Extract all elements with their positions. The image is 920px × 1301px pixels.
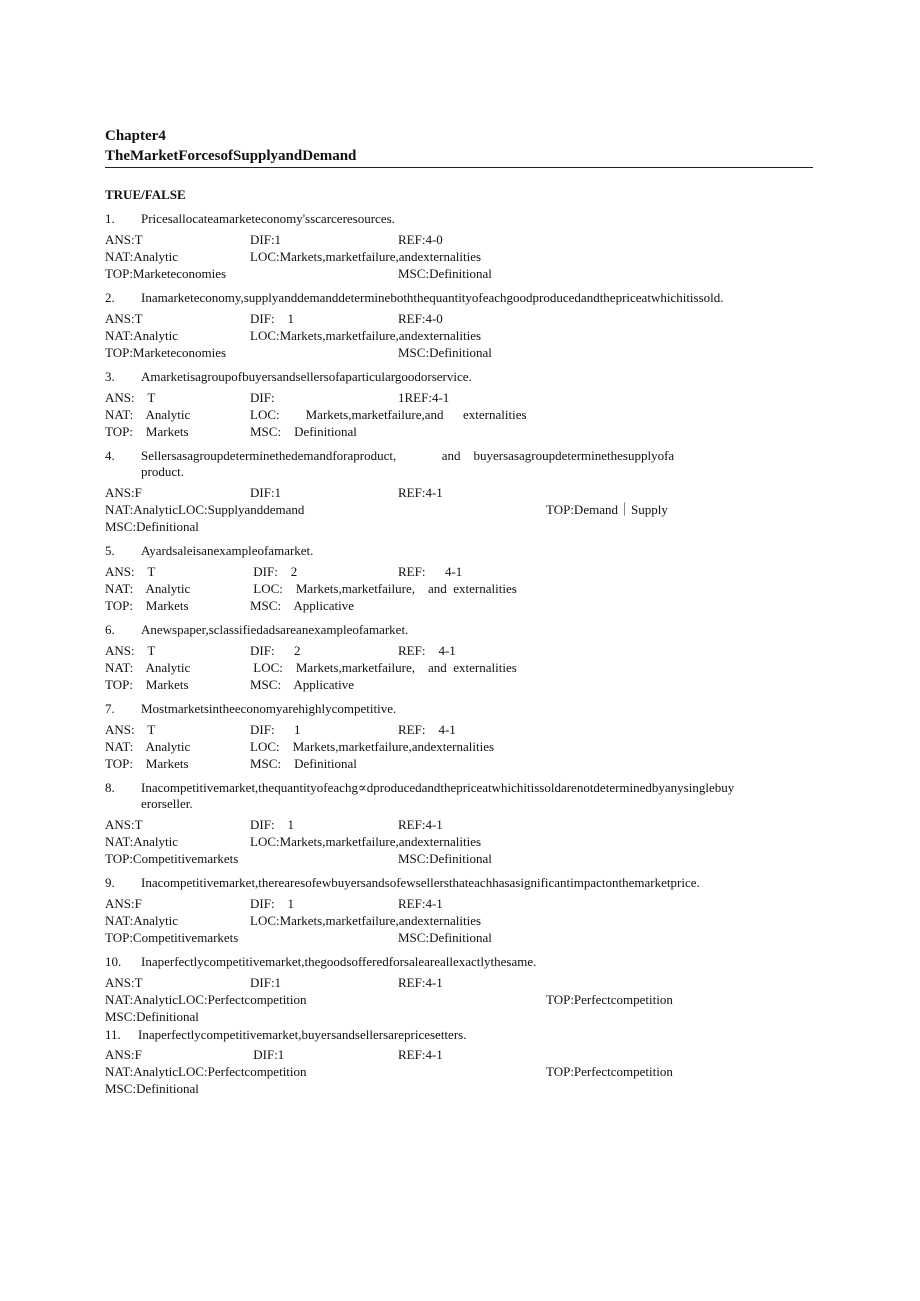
answer-metadata — [105, 895, 813, 946]
metadata-field: REF: 4-1 — [398, 722, 456, 737]
metadata-row — [105, 310, 813, 327]
question-text: Inaperfectlycompetitivemarket,thegoodsofferedforsaleareallexactlythesame. — [141, 954, 537, 969]
metadata-field: LOC:Markets,marketfailure,andexternalities — [250, 328, 482, 343]
metadata-field: DIF: 2 — [250, 564, 298, 579]
metadata-field: REF:4-0 — [398, 232, 443, 247]
question-number: 10. — [105, 954, 122, 969]
metadata-field: MSC: Applicative — [250, 598, 354, 613]
question-item — [105, 622, 813, 693]
metadata-field: DIF: 2 — [250, 643, 301, 658]
question-list — [105, 211, 813, 1097]
question-item — [105, 780, 813, 867]
metadata-field: TOP:Marketeconomies — [105, 345, 227, 360]
question-line — [105, 448, 813, 464]
metadata-row — [105, 738, 813, 755]
question-number: 6. — [105, 622, 115, 637]
metadata-field: ANS:T — [105, 817, 143, 832]
metadata-field: NAT:Analytic — [105, 328, 179, 343]
question-line — [105, 211, 813, 227]
metadata-field: TOP: Markets — [105, 598, 189, 613]
metadata-row — [105, 912, 813, 929]
metadata-field: TOP: Markets — [105, 424, 189, 439]
metadata-field: REF:4-1 — [398, 896, 443, 911]
metadata-field: TOP:Competitivemarkets — [105, 851, 239, 866]
chapter-title: TheMarketForcesofSupplyandDemand — [105, 146, 813, 168]
question-text: Inacompetitivemarket,thequantityofeachg∝dproducedandthepriceatwhichitissoldarenotdeterminedbyanysinglebuy — [141, 780, 735, 795]
metadata-field: TOP:Marketeconomies — [105, 266, 227, 281]
question-text: Ayardsaleisanexampleofamarket. — [141, 543, 314, 558]
metadata-field: NAT:AnalyticLOC:Perfectcompetition — [105, 1064, 307, 1079]
metadata-row — [105, 327, 813, 344]
question-item — [105, 290, 813, 361]
metadata-field: ANS:T — [105, 975, 143, 990]
metadata-row — [105, 518, 813, 535]
metadata-field: LOC:Markets,marketfailure,andexternalities — [250, 249, 482, 264]
metadata-row — [105, 721, 813, 738]
metadata-row — [105, 929, 813, 946]
document-page — [105, 126, 813, 1097]
answer-metadata — [105, 310, 813, 361]
metadata-row — [105, 895, 813, 912]
metadata-row — [105, 833, 813, 850]
question-item — [105, 543, 813, 614]
section-heading: TRUE/FALSE — [105, 187, 186, 202]
metadata-field: LOC: Markets,marketfailure,and externalities — [250, 407, 527, 422]
question-text: Mostmarketsintheeconomyarehighlycompetitive. — [141, 701, 397, 716]
question-number: 5. — [105, 543, 115, 558]
metadata-field: MSC:Definitional — [398, 930, 492, 945]
metadata-field: NAT: Analytic — [105, 407, 191, 422]
question-text: Pricesallocateamarketeconomy'sscarceresources. — [141, 211, 395, 226]
question-line — [105, 290, 813, 306]
metadata-field: REF: 4-1 — [398, 564, 463, 579]
metadata-field: REF:4-1 — [398, 817, 443, 832]
metadata-field: NAT:Analytic — [105, 913, 179, 928]
metadata-field: REF:4-1 — [398, 485, 443, 500]
metadata-row — [105, 231, 813, 248]
metadata-row — [105, 991, 813, 1008]
metadata-field: TOP:Perfectcompetition — [546, 992, 673, 1007]
metadata-row — [105, 676, 813, 693]
chapter-number: Chapter4 — [105, 128, 166, 144]
question-number: 1. — [105, 211, 115, 226]
question-text: Inamarketeconomy,supplyanddemanddetermineboththequantityofeachgoodproducedandthepriceatwhichitissold. — [141, 290, 724, 305]
answer-metadata — [105, 721, 813, 772]
metadata-field: ANS:F — [105, 485, 142, 500]
metadata-row — [105, 563, 813, 580]
metadata-field: TOP:Competitivemarkets — [105, 930, 239, 945]
question-number: 4. — [105, 448, 115, 463]
metadata-field: LOC: Markets,marketfailure, and externalities — [250, 660, 517, 675]
metadata-field: NAT: Analytic — [105, 660, 191, 675]
metadata-row — [105, 484, 813, 501]
question-text: Sellersasagroupdeterminethedemandforaproduct, and buyersasagroupdeterminethesupplyofa — [141, 448, 675, 463]
metadata-row — [105, 850, 813, 867]
question-line — [105, 875, 813, 891]
question-number: 8. — [105, 780, 115, 795]
metadata-row — [105, 389, 813, 406]
question-item — [105, 448, 813, 535]
metadata-row — [105, 974, 813, 991]
metadata-field: TOP: Markets — [105, 756, 189, 771]
metadata-row — [105, 580, 813, 597]
metadata-field: MSC: Applicative — [250, 677, 354, 692]
metadata-row — [105, 248, 813, 265]
answer-metadata — [105, 974, 813, 1025]
metadata-field: DIF:1 — [250, 485, 282, 500]
metadata-row — [105, 501, 813, 518]
metadata-field: ANS: T — [105, 722, 156, 737]
metadata-field: ANS:T — [105, 232, 143, 247]
metadata-field: LOC:Markets,marketfailure,andexternalities — [250, 834, 482, 849]
question-number: 9. — [105, 875, 115, 890]
metadata-field: REF: 4-1 — [398, 643, 456, 658]
metadata-row — [105, 816, 813, 833]
metadata-field: DIF: — [250, 390, 275, 405]
metadata-field: DIF: 1 — [250, 896, 295, 911]
metadata-field: MSC:Definitional — [398, 851, 492, 866]
metadata-field: ANS:F — [105, 1047, 142, 1062]
metadata-row — [105, 597, 813, 614]
question-number: 7. — [105, 701, 115, 716]
question-text: Anewspaper,sclassifiedadsareanexampleofamarket. — [141, 622, 409, 637]
metadata-field: MSC:Definitional — [105, 1081, 199, 1096]
metadata-field: NAT:AnalyticLOC:Perfectcompetition — [105, 992, 307, 1007]
answer-metadata — [105, 816, 813, 867]
question-number: 11. — [105, 1027, 121, 1042]
metadata-field: NAT:Analytic — [105, 249, 179, 264]
metadata-field: ANS: T — [105, 564, 156, 579]
metadata-field: ANS:F — [105, 896, 142, 911]
metadata-field: ANS:T — [105, 311, 143, 326]
question-line — [105, 954, 813, 970]
metadata-field: ANS: T — [105, 643, 156, 658]
metadata-field: MSC:Definitional — [105, 1009, 199, 1024]
question-item — [105, 369, 813, 440]
metadata-row — [105, 1008, 813, 1025]
metadata-row — [105, 344, 813, 361]
question-line — [105, 369, 813, 385]
metadata-field: NAT: Analytic — [105, 581, 191, 596]
metadata-field: LOC: Markets,marketfailure,andexternalities — [250, 739, 495, 754]
metadata-field: 1REF:4-1 — [398, 390, 450, 405]
metadata-field: MSC:Definitional — [398, 345, 492, 360]
metadata-field: DIF:1 — [250, 1047, 285, 1062]
metadata-field: NAT:Analytic — [105, 834, 179, 849]
question-line — [105, 701, 813, 717]
question-item — [105, 211, 813, 282]
question-number: 2. — [105, 290, 115, 305]
answer-metadata — [105, 642, 813, 693]
question-item — [105, 1027, 813, 1097]
answer-metadata — [105, 1046, 813, 1097]
metadata-field: NAT:AnalyticLOC:Supplyanddemand — [105, 502, 305, 517]
question-item — [105, 954, 813, 1025]
metadata-field: MSC:Definitional — [105, 519, 199, 534]
metadata-row — [105, 423, 813, 440]
metadata-field: ANS: T — [105, 390, 156, 405]
question-text: Inaperfectlycompetitivemarket,buyersandsellersarepricesetters. — [138, 1027, 467, 1042]
metadata-field: TOP:Perfectcompetition — [546, 1064, 673, 1079]
metadata-field: MSC: Definitional — [250, 756, 357, 771]
metadata-field: REF:4-1 — [398, 1047, 443, 1062]
metadata-row — [105, 642, 813, 659]
metadata-field: LOC: Markets,marketfailure, and externalities — [250, 581, 517, 596]
question-text: Amarketisagroupofbuyersandsellersofaparticulargoodorservice. — [141, 369, 472, 384]
answer-metadata — [105, 484, 813, 535]
metadata-row — [105, 406, 813, 423]
question-line — [105, 543, 813, 559]
answer-metadata — [105, 563, 813, 614]
question-line — [105, 780, 813, 796]
question-text-continuation: erorseller. — [141, 796, 193, 811]
metadata-field: TOP: Markets — [105, 677, 189, 692]
metadata-field: REF:4-1 — [398, 975, 443, 990]
metadata-row — [105, 1080, 813, 1097]
metadata-field: DIF:1 — [250, 975, 282, 990]
answer-metadata — [105, 231, 813, 282]
metadata-field: LOC:Markets,marketfailure,andexternalities — [250, 913, 482, 928]
metadata-row — [105, 755, 813, 772]
question-line — [105, 622, 813, 638]
metadata-field: NAT: Analytic — [105, 739, 191, 754]
question-item — [105, 701, 813, 772]
question-line — [105, 1027, 813, 1043]
metadata-row — [105, 265, 813, 282]
metadata-field: MSC:Definitional — [398, 266, 492, 281]
metadata-row — [105, 1063, 813, 1080]
metadata-field: TOP:Demand｜Supply — [546, 502, 668, 517]
question-text: Inacompetitivemarket,therearesofewbuyersandsofewsellersthateachhasasignificantimpactonthemarketprice. — [141, 875, 700, 890]
metadata-field: DIF: 1 — [250, 817, 295, 832]
metadata-row — [105, 1046, 813, 1063]
metadata-field: MSC: Definitional — [250, 424, 357, 439]
question-item — [105, 875, 813, 946]
question-text-continuation: product. — [141, 464, 184, 479]
metadata-row — [105, 659, 813, 676]
metadata-field: DIF: 1 — [250, 311, 295, 326]
metadata-field: DIF: 1 — [250, 722, 301, 737]
metadata-field: REF:4-0 — [398, 311, 443, 326]
metadata-field: DIF:1 — [250, 232, 282, 247]
answer-metadata — [105, 389, 813, 440]
question-number: 3. — [105, 369, 115, 384]
